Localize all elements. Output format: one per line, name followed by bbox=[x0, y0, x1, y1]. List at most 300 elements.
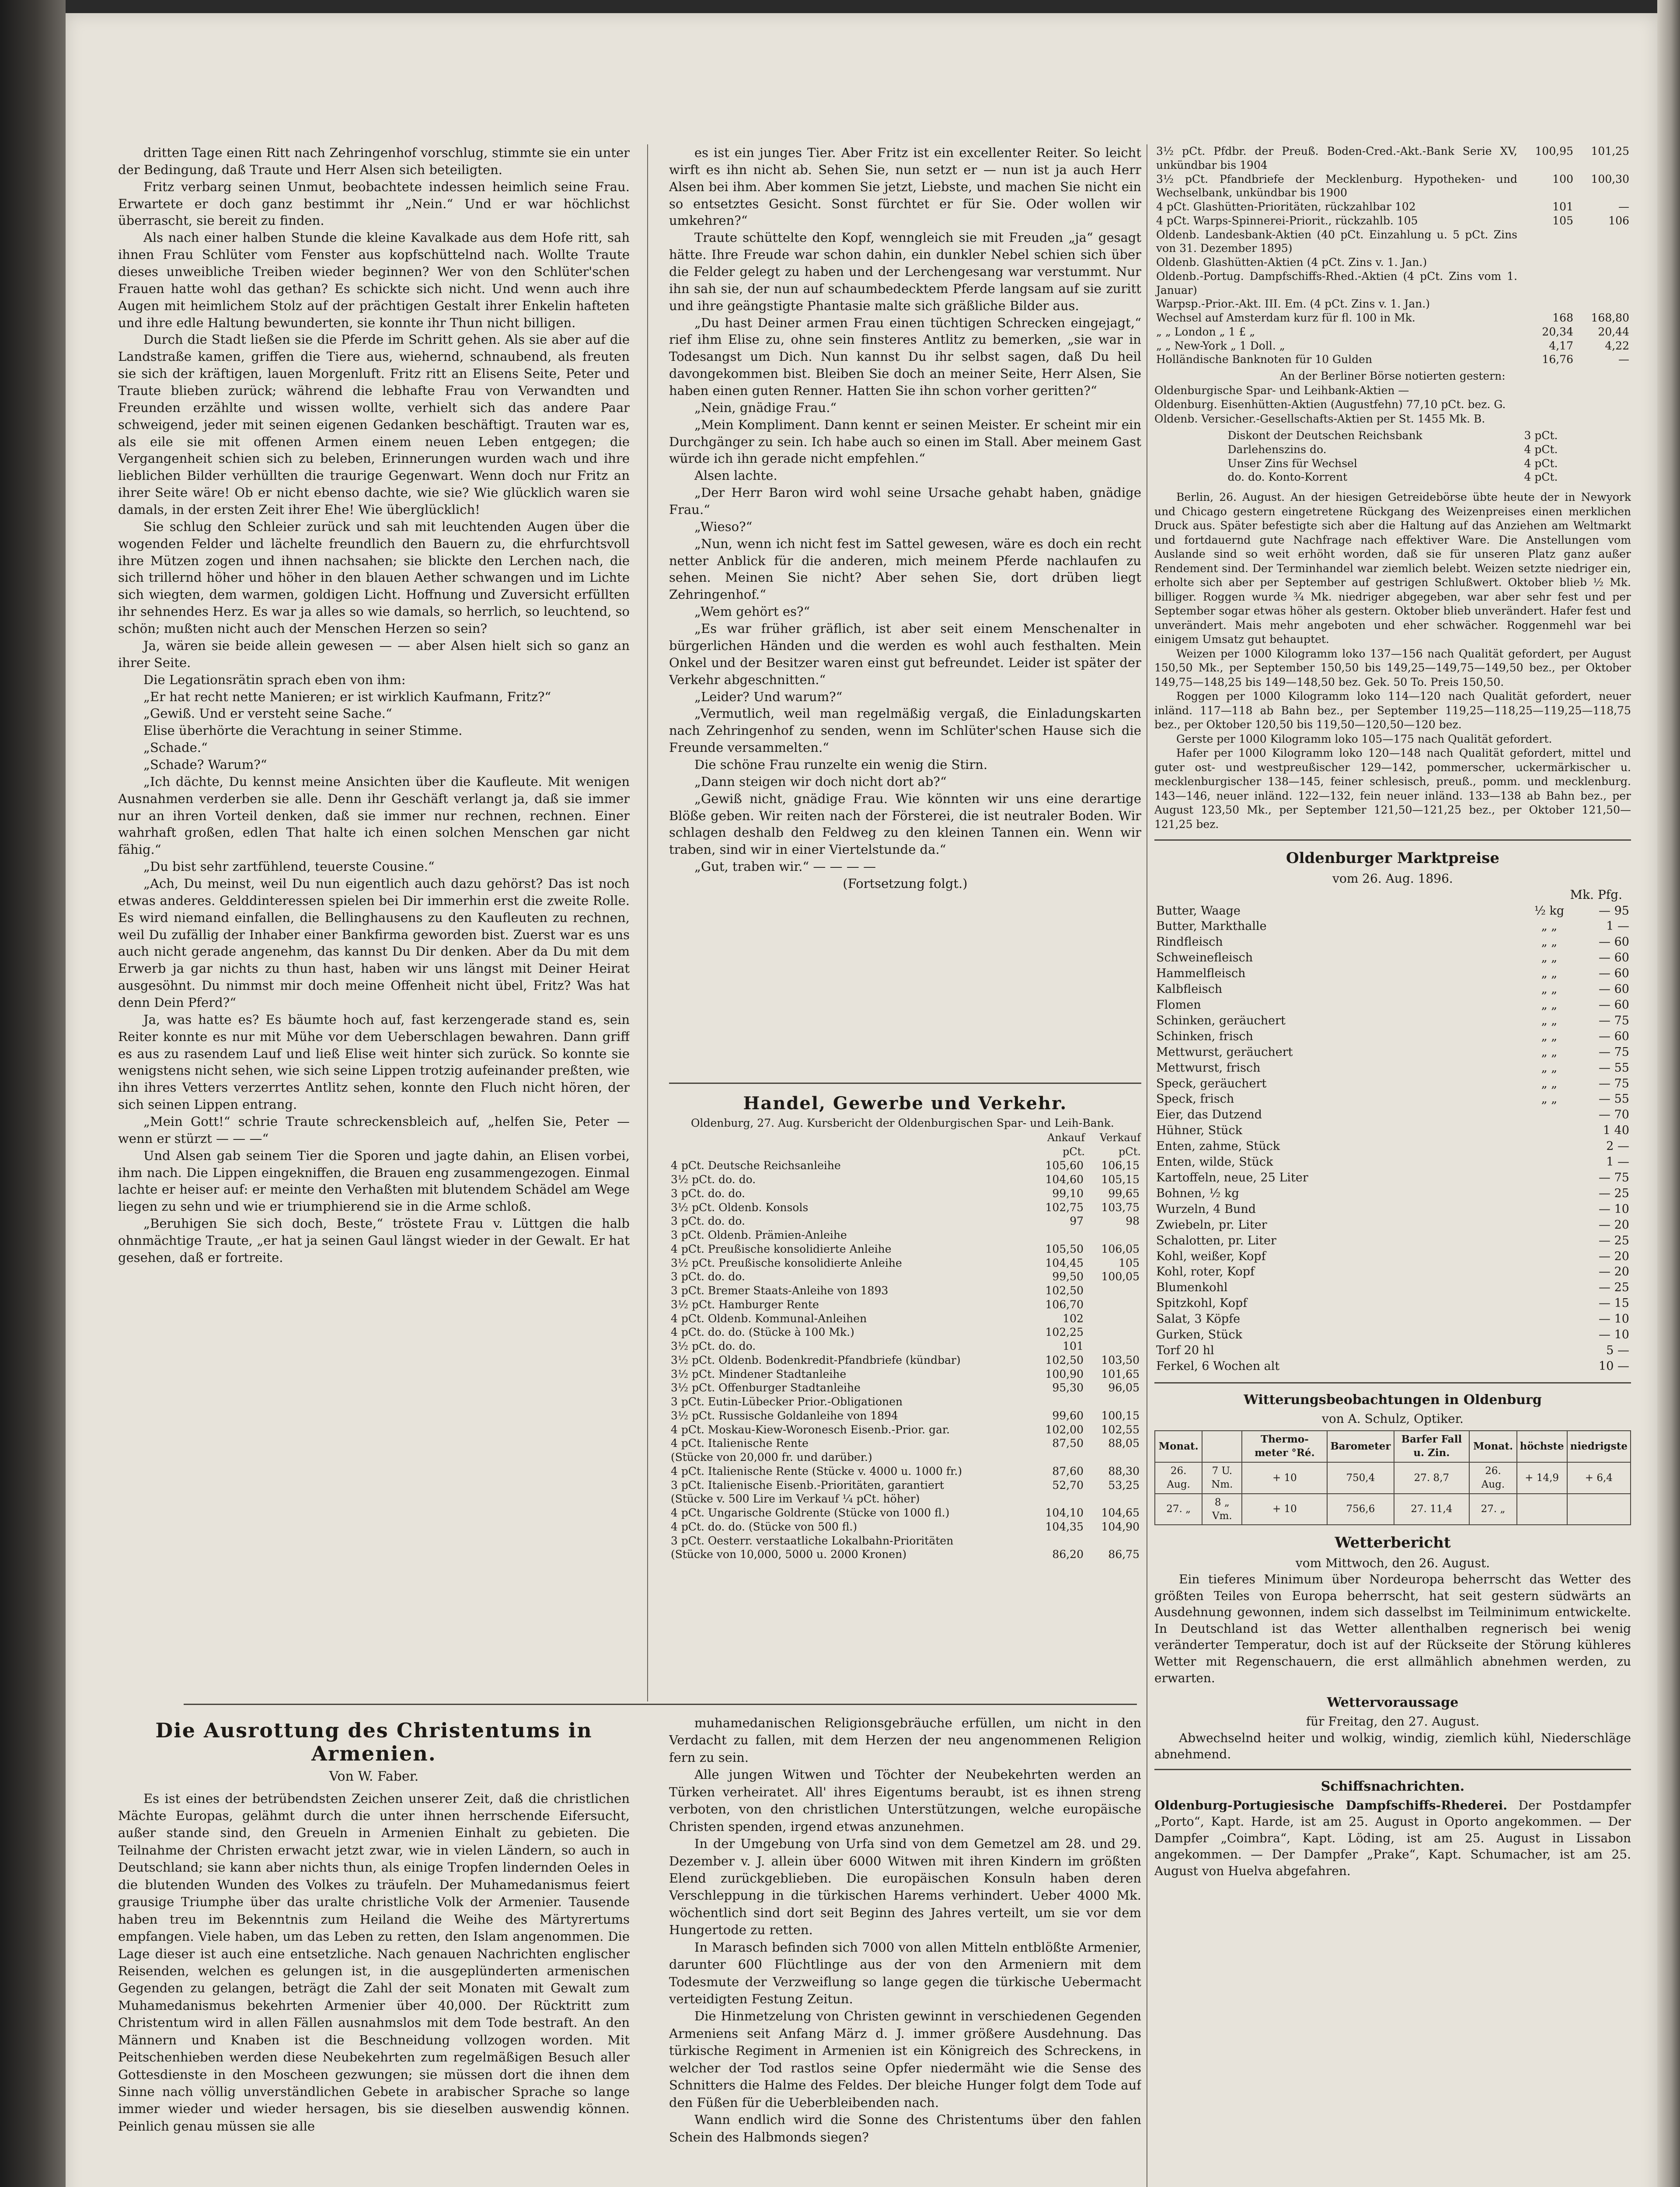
trade-top-rule bbox=[669, 1083, 1141, 1084]
paragraph: „Gewiß. Und er versteht seine Sache.“ bbox=[143, 706, 392, 721]
row-label: 4 pCt. Warps-Spinnerei-Priorit., rückzahlb. 105 bbox=[1156, 214, 1418, 227]
row-value bbox=[1517, 1494, 1567, 1525]
row-label: 4 pCt. do. do. (Stücke à 100 Mk.) bbox=[671, 1326, 854, 1339]
table-row bbox=[1154, 214, 1631, 228]
row-value bbox=[1523, 1123, 1575, 1139]
paragraph: Gerste per 1000 Kilogramm loko 105—175 nach Qualität gefordert. bbox=[1176, 732, 1552, 745]
row-value bbox=[1523, 1359, 1575, 1374]
row-value: 104,90 bbox=[1101, 1520, 1140, 1533]
row-value bbox=[1519, 297, 1575, 311]
row-value: 103,75 bbox=[1101, 1201, 1140, 1214]
table-row bbox=[1154, 269, 1631, 297]
row-value: 100,90 bbox=[1045, 1367, 1084, 1380]
row-value: 104,10 bbox=[1045, 1506, 1084, 1520]
ships-rule bbox=[1154, 1769, 1631, 1770]
row-value: 100,30 bbox=[1591, 172, 1629, 185]
row-value: 4,22 bbox=[1605, 339, 1629, 352]
paragraph: Es ist eines der betrübendsten Zeichen unserer Zeit, daß die christlichen Mächte Europas, gelähmt durch die unter ihnen herrschende Eifersucht, außer stande sind, den Greueln in Armenien Einhalt zu gebieten. Die Teilnahme der Christen erwacht jetzt zwar, wie in vielen Ländern, so auch in Deutschland; sie kann aber nichts thun, als einige Tropfen lindernden Oeles in die blutenden Wunden des Volkes zu träufeln. Der Muhamedanismus feiert grausige Triumphe über das uralte christliche Volk der Armenier. Tausende haben treu im Bekenntnis zum Heiland die Weihe des Märtyrertums empfangen. Viele haben, um das Leben zu retten, den Islam angenommen. Die Lage dieser ist auch eine entsetzliche. Nach genauen Nachrichten englischer Reisenden, welchen es gelungen ist, in die ausgeplünderten armenischen Gegenden zu gelangen, beträgt die Zahl der seit Monaten mit Gewalt zum Muhamedanismus bekehrten Armenier über 40,000. Der Rücktritt zum Christentum wird in allen Fällen ausnahmslos mit dem Tode bestraft. An den Männern und Knaben ist die Beschneidung vollzogen worden. Mit Peitschenhieben werden diese Neubekehrten zum regelmäßigen Besuch aller Gottesdienste in den Moscheen gezwungen; sie müssen dort die ihnen dem Sinne nach völlig unverständlichen Gebete in arabischer Sprache so lange immer wieder und wieder hersagen, bis sie dieselben auswendig können. Peinlich genau müssen sie alle bbox=[118, 1791, 630, 2134]
berlin-line: Oldenburgische Spar- und Leihbank-Aktien — bbox=[1154, 384, 1409, 397]
table-row bbox=[669, 1492, 1141, 1506]
row-value: ½ kg bbox=[1534, 904, 1565, 918]
row-label: Torf 20 hl bbox=[1156, 1343, 1214, 1357]
row-label: Zwiebeln, pr. Liter bbox=[1156, 1218, 1267, 1232]
table-row bbox=[1154, 1154, 1631, 1170]
table-row bbox=[1154, 934, 1631, 950]
row-value bbox=[1085, 1395, 1141, 1409]
row-label: 3½ pCt. Offenburger Stadtanleihe bbox=[671, 1381, 861, 1394]
row-value: „ „ bbox=[1541, 951, 1558, 965]
table-row bbox=[1154, 919, 1631, 934]
row-label: 4 pCt. Deutsche Reichsanleihe bbox=[671, 1159, 841, 1172]
row-value: 101,25 bbox=[1591, 145, 1629, 157]
row-value bbox=[1085, 1325, 1141, 1339]
row-label: 4 pCt. Italienische Rente bbox=[671, 1437, 809, 1450]
row-value: + 6,4 bbox=[1567, 1462, 1631, 1494]
row-value: 96,05 bbox=[1108, 1381, 1140, 1394]
column-divider-1 bbox=[647, 144, 648, 1701]
forecast-text: Ein tieferes Minimum über Nordeuropa beherrscht das Wetter des größten Teiles von Europa beherrscht, hat seit gestern südwärts an Ausdehnung gewonnen, indem sich dasselbst im Teilminimum entwickelte. In Deutschland ist das Wetter allenthalben regnerisch bei wenig veränderter Temperatur, doch ist auf der Rückseite der Störung kühleres Wetter mit Regenschauern, die erst allmählich abnehmen werden, zu erwarten. bbox=[1154, 1572, 1631, 1685]
row-value: + 10 bbox=[1242, 1462, 1327, 1494]
trade-section bbox=[669, 1089, 1141, 1701]
table-row bbox=[669, 1325, 1141, 1339]
row-value: — 20 bbox=[1599, 1218, 1629, 1232]
ships-title: Schiffsnachrichten. bbox=[1321, 1778, 1465, 1794]
table-row bbox=[1154, 1327, 1631, 1343]
row-label: Diskont der Deutschen Reichsbank bbox=[1227, 429, 1422, 442]
row-value bbox=[1523, 1296, 1575, 1311]
table-row bbox=[1154, 1045, 1631, 1060]
paragraph: „Schade.“ bbox=[143, 740, 208, 755]
paragraph: „Wieso?“ bbox=[694, 519, 753, 534]
row-label: Wechsel auf Amsterdam kurz für fl. 100 in Mk. bbox=[1156, 311, 1415, 324]
row-value bbox=[1029, 1492, 1085, 1506]
row-value bbox=[1567, 1494, 1631, 1525]
paragraph: „Mein Gott!“ schrie Traute schreckensbleich auf, „helfen Sie, Peter — wenn er stürzt — — —“ bbox=[118, 1114, 630, 1146]
table-row bbox=[1154, 297, 1631, 311]
row-value: 4 pCt. bbox=[1524, 457, 1558, 470]
row-value: — 60 bbox=[1599, 998, 1629, 1012]
row-label: Rindfleisch bbox=[1156, 935, 1223, 949]
row-value: 104,45 bbox=[1045, 1256, 1084, 1269]
row-value: 101,65 bbox=[1101, 1367, 1140, 1380]
row-value: — 75 bbox=[1599, 1170, 1629, 1184]
table-row bbox=[1154, 903, 1631, 919]
row-label: Kartoffeln, neue, 25 Liter bbox=[1156, 1170, 1308, 1184]
row-label: 3 pCt. Bremer Staats-Anleihe von 1893 bbox=[671, 1284, 889, 1297]
row-value: 105 bbox=[1552, 214, 1573, 227]
berlin-line: Oldenb. Versicher.-Gesellschafts-Aktien per St. 1455 Mk. B. bbox=[1154, 412, 1485, 425]
row-value: 27. 11,4 bbox=[1394, 1494, 1470, 1525]
row-label: Flomen bbox=[1156, 998, 1201, 1012]
row-label: Unser Zins für Wechsel bbox=[1227, 457, 1357, 470]
row-value bbox=[1523, 1186, 1575, 1202]
table-row bbox=[669, 1506, 1141, 1520]
paragraph: „Gut, traben wir.“ — — — — bbox=[694, 859, 876, 874]
row-label: Butter, Markthalle bbox=[1156, 919, 1267, 933]
paragraph: „Ich dächte, Du kennst meine Ansichten über die Kaufleute. Mit wenigen Ausnahmen verderben sie alle. Denn ihr Geschäft verlangt ja, daß sie immer nur an ihren Vorteil denken, daß sie immer nur rechnen, rechnen. Einer wahrhaft großen, edlen That halte ich einen solchen Menschen gar nicht fähig.“ bbox=[118, 774, 630, 857]
table-row bbox=[1154, 1029, 1631, 1045]
row-value: 86,20 bbox=[1052, 1548, 1084, 1561]
paragraph: „Es war früher gräflich, ist aber seit einem Menschenalter in bürgerlichen Händen und die werden es wohl auch festhalten. Mein Onkel und der Besitzer waren einst gut befreundet. Leider ist später der Verkehr abgeschnitten.“ bbox=[669, 621, 1141, 687]
row-value: — 10 bbox=[1599, 1202, 1629, 1216]
row-value: 100,95 bbox=[1535, 145, 1573, 157]
table-row bbox=[1155, 1494, 1631, 1525]
table-row bbox=[1154, 1139, 1631, 1154]
row-value: 756,6 bbox=[1327, 1494, 1394, 1525]
row-value: „ „ bbox=[1541, 1029, 1558, 1043]
row-label: Butter, Waage bbox=[1156, 904, 1241, 918]
row-label: Darlehenszins do. bbox=[1227, 443, 1327, 456]
row-label: 3½ pCt. Oldenb. Konsols bbox=[671, 1201, 809, 1214]
row-value: 168,80 bbox=[1591, 311, 1629, 324]
forecast-date: vom Mittwoch, den 26. August. bbox=[1295, 1555, 1490, 1570]
table-row bbox=[1226, 429, 1560, 443]
row-value: 100,05 bbox=[1101, 1270, 1140, 1283]
berlin-head: An der Berliner Börse notierten gestern: bbox=[1280, 370, 1506, 382]
table-row bbox=[1154, 1343, 1631, 1359]
paragraph: „Nun, wenn ich nicht fest im Sattel gewesen, wäre es doch ein recht netter Anblick für die anderen, mich meinem Pferde nachlaufen zu sehen. Meinen Sie nicht? Aber sehen Sie, dort drüben liegt Zehringenhof.“ bbox=[669, 536, 1141, 602]
paragraph: Sie schlug den Schleier zurück und sah mit leuchtenden Augen über die wogenden Felder und lächelte freundlich den Bauern zu, die ehrfurchtsvoll ihre Mützen zogen und ihnen nachsahen; sie blickte den Lerchen nach, die sich trillernd höher und höher in den blauen Aether schwangen und im Lichte sich wiegten, dem warmen, goldigen Licht. Hoffnung und Zuversicht erfüllten ihr sehnendes Herz. Es war ja alles so wie damals, so herrlich, so leuchtend, so schön; mußten nicht auch der Menschen Herzen so sein? bbox=[118, 519, 630, 636]
row-value bbox=[1523, 1139, 1575, 1154]
row-value: 99,65 bbox=[1108, 1187, 1140, 1200]
paragraph: In Marasch befinden sich 7000 von allen Mitteln entblößte Armenier, darunter 600 Flüchtlinge aus der von den Armeniern mit dem Todesmute der Verzweiflung so lange gegen die türkische Uebermacht verteidigten Festung Zeitun. bbox=[669, 1939, 1141, 2006]
row-label: „ „ London „ 1 £ „ bbox=[1156, 325, 1255, 338]
row-label: 4 pCt. Preußische konsolidierte Anleihe bbox=[671, 1242, 892, 1255]
paragraph: „Schade? Warum?“ bbox=[143, 757, 267, 772]
row-label: Speck, geräuchert bbox=[1156, 1076, 1267, 1090]
row-label: (Stücke v. 500 Lire im Verkauf ¼ pCt. höher) bbox=[671, 1492, 920, 1506]
row-value: 97 bbox=[1070, 1215, 1084, 1228]
paragraph: Die Legationsrätin sprach eben von ihm: bbox=[143, 672, 406, 687]
row-label: Schinken, geräuchert bbox=[1156, 1013, 1286, 1027]
col-ankauf: Ankauf bbox=[1047, 1131, 1085, 1144]
weather-rule bbox=[1154, 1382, 1631, 1383]
row-label: (Stücke von 10,000, 5000 u. 2000 Kronen) bbox=[671, 1548, 907, 1561]
table-row bbox=[1154, 1076, 1631, 1092]
row-value bbox=[1523, 1202, 1575, 1217]
table-row bbox=[669, 1534, 1141, 1548]
weather-table bbox=[1154, 1430, 1631, 1525]
row-value: 106 bbox=[1608, 214, 1629, 227]
row-value: + 14,9 bbox=[1517, 1462, 1567, 1494]
row-value: 95,30 bbox=[1052, 1381, 1084, 1394]
row-value bbox=[1085, 1534, 1141, 1548]
row-label: Eier, das Dutzend bbox=[1156, 1108, 1262, 1122]
serial-column bbox=[118, 144, 630, 1697]
row-value bbox=[1523, 1311, 1575, 1327]
row-label: 4 pCt. Italienische Rente (Stücke v. 4000 u. 1000 fr.) bbox=[671, 1464, 962, 1478]
trade-intro: Oldenburg, 27. Aug. Kursbericht der Oldenburgischen Spar- und Leih-Bank. bbox=[691, 1117, 1114, 1129]
row-label: 3½ pCt. Pfdbr. der Preuß. Boden-Cred.-Akt.-Bank Serie XV, unkündbar bis 1904 bbox=[1156, 145, 1517, 171]
table-row bbox=[1154, 1233, 1631, 1249]
row-label: Holländische Banknoten für 10 Gulden bbox=[1156, 353, 1373, 366]
row-label: 27. „ bbox=[1155, 1494, 1202, 1525]
table-row bbox=[669, 1464, 1141, 1478]
table-row bbox=[1154, 1249, 1631, 1265]
row-value: 106,70 bbox=[1045, 1298, 1084, 1311]
row-value: 102,55 bbox=[1101, 1423, 1140, 1436]
paragraph: Alle jungen Witwen und Töchter der Neubekehrten werden an Türken verheiratet. All' ihres Eigentums beraubt, ist es ihnen streng verboten, von den christlichen Unterstützungen, welche europäische Christen spenden, irgend etwas anzunehmen. bbox=[669, 1767, 1141, 1834]
paragraph: „Du hast Deiner armen Frau einen tüchtigen Schrecken eingejagt,“ rief ihm Elise zu, ohne sein finsteres Antlitz zu bemerken, „sie war in Todesangst um Dich. Nun kannst Du ihr selbst sagen, daß Du heil davongekommen bist. Bleiben Sie doch an meiner Seite, Herr Alsen, Sie haben einen guten Renner. Hatten Sie ihn schon vorher geritten?“ bbox=[669, 315, 1141, 398]
table-row bbox=[669, 1520, 1141, 1534]
paragraph: Alsen lachte. bbox=[694, 468, 777, 483]
ships-sub: Oldenburg-Portugiesische Dampfschiffs-Rhederei. bbox=[1154, 1798, 1508, 1813]
row-value: 99,10 bbox=[1052, 1187, 1084, 1200]
row-label: 4 pCt. Oldenb. Kommunal-Anleihen bbox=[671, 1312, 867, 1325]
row-value: 102,50 bbox=[1045, 1284, 1084, 1297]
book-binding-shadow bbox=[0, 0, 66, 2187]
table-row bbox=[669, 1395, 1141, 1409]
row-label: 3½ pCt. Pfandbriefe der Mecklenburg. Hypotheken- und Wechselbank, unkündbar bis 1900 bbox=[1156, 172, 1517, 199]
row-value: 104,65 bbox=[1101, 1506, 1140, 1520]
row-value: 1 40 bbox=[1603, 1124, 1629, 1138]
paragraph: Ja, was hatte es? Es bäumte hoch auf, fast kerzengerade stand es, sein Reiter konnte es nur mit Mühe vor dem Ueberschlagen bewahren. Dann griff es aus zu rasendem Lauf und ließ Elise weit hinter sich zurück. So konnte sie wenigstens nicht sehen, wie sich seine Lippen trotzig aufeinander preßten, wie ihn ihres Vetters verzerrtes Antlitz sehen, konnte den Fluch nicht hören, der sich seinen Lippen entrang. bbox=[118, 1012, 630, 1112]
row-label: 3 pCt. do. do. bbox=[671, 1270, 745, 1283]
row-label: 3 pCt. Eutin-Lübecker Prior.-Obligationen bbox=[671, 1395, 903, 1408]
row-label: Wurzeln, 4 Bund bbox=[1156, 1202, 1256, 1216]
forecast2-date: für Freitag, den 27. August. bbox=[1306, 1714, 1480, 1729]
table-row bbox=[1154, 1107, 1631, 1123]
table-row bbox=[669, 1187, 1141, 1201]
row-value: — 75 bbox=[1599, 1076, 1629, 1090]
row-value bbox=[1523, 1280, 1575, 1296]
row-label: 3 pCt. Italienische Eisenb.-Prioritäten, garantiert bbox=[671, 1478, 944, 1492]
row-label: Kohl, roter, Kopf bbox=[1156, 1265, 1255, 1279]
forecast2-text: Abwechselnd heiter und wolkig, windig, ziemlich kühl, Niederschläge abnehmend. bbox=[1154, 1730, 1631, 1762]
paragraph: „Dann steigen wir doch nicht dort ab?“ bbox=[694, 774, 947, 789]
col-verkauf: Verkauf bbox=[1100, 1131, 1141, 1144]
article-author: Von W. Faber. bbox=[329, 1768, 419, 1784]
row-value: „ „ bbox=[1541, 982, 1558, 996]
forecast2-title: Wettervoraussage bbox=[1327, 1695, 1459, 1711]
row-value: — 60 bbox=[1599, 951, 1629, 965]
row-label: 3 pCt. do. do. bbox=[671, 1187, 745, 1200]
row-label: „ „ New-York „ 1 Doll. „ bbox=[1156, 339, 1285, 352]
row-value bbox=[1575, 269, 1631, 297]
row-value: 7 U. Nm. bbox=[1202, 1462, 1242, 1494]
row-value: 16,76 bbox=[1542, 353, 1573, 366]
ships-text bbox=[1154, 1797, 1631, 1880]
row-label: Kohl, weißer, Kopf bbox=[1156, 1249, 1266, 1263]
table-row bbox=[1154, 1170, 1631, 1186]
row-label: Hühner, Stück bbox=[1156, 1124, 1243, 1138]
row-value bbox=[1085, 1339, 1141, 1353]
row-value: — 15 bbox=[1599, 1296, 1629, 1310]
paragraph: muhamedanischen Religionsgebräuche erfüllen, um nicht in den Verdacht zu fallen, mit dem Herzen der neu angenommenen Religion fern zu sein. bbox=[669, 1715, 1141, 1765]
table-row bbox=[1154, 950, 1631, 966]
row-value: 2 — bbox=[1606, 1139, 1629, 1153]
row-label: 3 pCt. Oldenb. Prämien-Anleihe bbox=[671, 1229, 847, 1242]
row-value bbox=[1029, 1534, 1085, 1548]
row-value: 99,60 bbox=[1052, 1409, 1084, 1422]
paragraph: „Beruhigen Sie sich doch, Beste,“ tröstete Frau v. Lüttgen die halb ohnmächtige Traute, „er hat ja seinen Gaul längst wieder in der Gewalt. Er hat gesehen, daß er fortreite. bbox=[118, 1216, 630, 1265]
row-label: Spitzkohl, Kopf bbox=[1156, 1296, 1248, 1310]
table-row bbox=[669, 1381, 1141, 1395]
table-row bbox=[669, 1228, 1141, 1242]
paragraph: dritten Tage einen Ritt nach Zehringenhof vorschlug, stimmte sie ein unter der Bedingung, daß Traute und Herr Alsen sich beteiligten. bbox=[118, 145, 630, 177]
row-label: 4 pCt. Glashütten-Prioritäten, rückzahlbar 102 bbox=[1156, 200, 1416, 213]
table-row bbox=[669, 1256, 1141, 1270]
paragraph: Traute schüttelte den Kopf, wenngleich sie mit Freuden „ja“ gesagt hätte. Ihre Freude war schon dahin, ein dunkler Nebel schien sich über die Felder gelegt zu haben und der Lerchengesang war verstummt. Nur ihn sah sie, der nun auf schaumbedecktem Pferde langsam auf sie zuritt und ihre geängstigte Phantasie malte sich gräßliche Bilder aus. bbox=[669, 230, 1141, 313]
paragraph: „Nein, gnädige Frau.“ bbox=[694, 400, 837, 415]
row-value: 4 pCt. bbox=[1524, 443, 1558, 456]
row-value: 20,34 bbox=[1542, 325, 1573, 338]
securities-table bbox=[1154, 144, 1631, 367]
paragraph: Die Hinmetzelung von Christen gewinnt in verschiedenen Gegenden Armeniens seit Anfang März d. J. immer größere Ausdehnung. Das türkische Regiment in Armenien ist ein Königreich des Schreckens, in welcher der Tod rastlos seine Opfer niedermäht wie die Sense des Schnitters die Halme des Feldes. Der bleiche Hunger folgt dem Tode auf den Füßen für die Ueberbleibenden nach. bbox=[669, 2009, 1141, 2110]
row-value: — 60 bbox=[1599, 935, 1629, 949]
table-row bbox=[1154, 339, 1631, 353]
row-value: — bbox=[1618, 353, 1629, 366]
unit-verkauf: pCt. bbox=[1119, 1145, 1141, 1158]
row-value bbox=[1085, 1450, 1141, 1464]
paragraph: Elise überhörte die Verachtung in seiner Stimme. bbox=[143, 723, 463, 738]
market-date: vom 26. Aug. 1896. bbox=[1332, 871, 1453, 886]
row-value: „ „ bbox=[1541, 1061, 1558, 1075]
weather-header bbox=[1202, 1431, 1242, 1462]
table-row bbox=[669, 1436, 1141, 1450]
paragraph: „Gewiß nicht, gnädige Frau. Wie könnten wir uns eine derartige Blöße geben. Wir reiten nach der Försterei, die ist neutraler Boden. Wir schlagen deshalb den Feldweg zu den kleinen Tannen ein. Wenn wir traben, sind wir in einer Viertelstunde da.“ bbox=[669, 791, 1141, 857]
row-label: Hammelfleisch bbox=[1156, 967, 1246, 981]
row-value bbox=[1029, 1395, 1085, 1409]
row-value: „ „ bbox=[1541, 919, 1558, 933]
table-row bbox=[1155, 1462, 1631, 1494]
row-value bbox=[1085, 1284, 1141, 1298]
paragraph: Als nach einer halben Stunde die kleine Kavalkade aus dem Hofe ritt, sah ihnen Frau Schlüter vom Fenster aus kopfschüttelnd nach. Wollte Traute dieses unweibliche Treiben wieder beginnen? Wer von den Schlüter'schen Frauen hatte wohl das gethan? Es schickte sich nicht. Und wenn auch ihre Augen mit heimlichem Stolz auf der prächtigen Gestalt ihrer Enkelin hafteten und ihre edle Haltung bewunderten, sie konnte ihr Thun nicht billigen. bbox=[118, 230, 630, 330]
row-label: 4 pCt. Ungarische Goldrente (Stücke von 1000 fl.) bbox=[671, 1506, 950, 1520]
weather-header: Thermo-meter °Ré. bbox=[1242, 1431, 1327, 1462]
row-value: 26. Aug. bbox=[1469, 1462, 1516, 1494]
quotes-table bbox=[669, 1131, 1141, 1562]
serial-column-continued bbox=[669, 144, 1141, 1076]
row-value: 100,15 bbox=[1101, 1409, 1140, 1422]
row-value bbox=[1523, 1170, 1575, 1186]
row-value: 10 — bbox=[1599, 1359, 1629, 1373]
table-row bbox=[669, 1242, 1141, 1256]
weather-header: Barometer bbox=[1327, 1431, 1394, 1462]
row-value: 3 pCt. bbox=[1524, 429, 1558, 442]
row-label: Enten, wilde, Stück bbox=[1156, 1155, 1273, 1169]
row-value: 104,60 bbox=[1045, 1173, 1084, 1186]
table-row bbox=[669, 1423, 1141, 1437]
row-value bbox=[1523, 1327, 1575, 1343]
row-value bbox=[1085, 1312, 1141, 1326]
row-value: 101 bbox=[1552, 200, 1573, 213]
table-row bbox=[1154, 1311, 1631, 1327]
row-value: 106,05 bbox=[1101, 1242, 1140, 1255]
row-label: 3½ pCt. do. do. bbox=[671, 1173, 756, 1186]
row-value bbox=[1523, 1107, 1575, 1123]
row-value: — 70 bbox=[1599, 1108, 1629, 1122]
table-row bbox=[669, 1312, 1141, 1326]
row-value: 87,50 bbox=[1052, 1437, 1084, 1450]
row-value: 4,17 bbox=[1549, 339, 1573, 352]
row-value: — bbox=[1618, 200, 1629, 213]
row-value: 102,50 bbox=[1045, 1353, 1084, 1366]
row-value: „ „ bbox=[1541, 1045, 1558, 1059]
row-value: — 20 bbox=[1599, 1265, 1629, 1279]
row-label: Warpsp.-Prior.-Akt. III. Em. (4 pCt. Zins v. 1. Jan.) bbox=[1156, 297, 1430, 311]
table-row bbox=[669, 1548, 1141, 1562]
row-value: 1 — bbox=[1606, 919, 1629, 933]
article-column-1 bbox=[118, 1715, 630, 2187]
row-value bbox=[1085, 1298, 1141, 1312]
row-label: Schinken, frisch bbox=[1156, 1029, 1253, 1043]
row-value: — 60 bbox=[1599, 982, 1629, 996]
row-value: „ „ bbox=[1541, 1092, 1558, 1106]
row-value: 88,05 bbox=[1108, 1437, 1140, 1450]
table-row bbox=[1154, 353, 1631, 367]
table-row bbox=[1154, 200, 1631, 214]
row-value bbox=[1029, 1228, 1085, 1242]
table-row bbox=[669, 1367, 1141, 1381]
row-label: Mettwurst, frisch bbox=[1156, 1061, 1261, 1075]
table-row bbox=[669, 1353, 1141, 1367]
paragraph: „Leider? Und warum?“ bbox=[694, 689, 843, 704]
row-value bbox=[1519, 228, 1575, 256]
row-label: 3½ pCt. Mindener Stadtanleihe bbox=[671, 1367, 847, 1380]
row-label: Oldenb.-Portug. Dampfschiffs-Rhed.-Aktien (4 pCt. Zins vom 1. Januar) bbox=[1156, 269, 1517, 297]
continued-note: (Fortsetzung folgt.) bbox=[843, 876, 968, 891]
row-value: 27. 8,7 bbox=[1394, 1462, 1470, 1494]
row-label: 3½ pCt. Hamburger Rente bbox=[671, 1298, 819, 1311]
paragraph: „Vermutlich, weil man regelmäßig vergaß, die Einladungskarten nach Zehringenhof zu senden, wenn im Schlüter'schen Hause sich die Freunde versammelten.“ bbox=[669, 706, 1141, 755]
paragraph: Berlin, 26. August. An der hiesigen Getreidebörse übte heute der in Newyork und Chicago gestern eingetretene Rückgang des Weizenpreises einen merklichen Druck aus. Später befestigte sich aber die Haltung auf das Anziehen am Weltmarkt und fortdauernd gute Nachfrage nach effektiver Ware. Die Anstellungen vom Auslande sind so weit erhöht worden, daß sie für unseren Platz ganz außer Rendement sind. Der Terminhandel war ziemlich belebt. Weizen setzte niedriger ein, erholte sich aber per September auf gestrigen Schlußwert. Oktober blieb ½ Mk. billiger. Roggen wurde ¾ Mk. niedriger abgegeben, war aber sehr fest und per September sogar etwas höher als gestern. Oktober blieb unverändert. Hafer fest und unverändert. Mais mehr angeboten und eher schwächer. Roggenmehl war bei einigem Umsatz gut behauptet. bbox=[1154, 491, 1631, 646]
paragraph: Die schöne Frau runzelte ein wenig die Stirn. bbox=[694, 757, 988, 772]
row-value: 102,25 bbox=[1045, 1326, 1084, 1339]
table-row bbox=[1154, 144, 1631, 172]
weather-header: Barfer Fall u. Zin. bbox=[1394, 1431, 1470, 1462]
market-unit-head: Mk. Pfg. bbox=[1570, 887, 1622, 902]
row-value: — 55 bbox=[1599, 1061, 1629, 1075]
row-value: 8 „ Vm. bbox=[1202, 1494, 1242, 1525]
row-label: Oldenb. Glashütten-Aktien (4 pCt. Zins v. 1. Jan.) bbox=[1156, 256, 1427, 269]
article-top-rule bbox=[184, 1704, 1137, 1705]
row-value: — 55 bbox=[1599, 1092, 1629, 1106]
row-value bbox=[1575, 255, 1631, 269]
table-row bbox=[669, 1214, 1141, 1228]
table-row bbox=[669, 1409, 1141, 1423]
row-value: „ „ bbox=[1541, 998, 1558, 1012]
weather-header: Monat. bbox=[1155, 1431, 1202, 1462]
row-value: „ „ bbox=[1541, 1013, 1558, 1027]
paragraph: Hafer per 1000 Kilogramm loko 120—148 nach Qualität gefordert, mittel und guter ost- und westpreußischer 129—142, pommerscher, uckermärkischer u. mecklenburgischer 138—145, feiner schlesisch, preuß., pomm. und mecklenburg. 143—146, neuer inländ. 122—132, fein neuer inländ. 133—138 ab Bahn bez., per August 123,50 Mk., per September 121,50—121,25 bez., per Oktober 121,50—121,25 bez. bbox=[1154, 747, 1631, 831]
row-label: 4 pCt. do. do. (Stücke von 500 fl.) bbox=[671, 1520, 857, 1533]
table-row bbox=[669, 1159, 1141, 1173]
weather-header: höchste bbox=[1517, 1431, 1567, 1462]
row-label: 3½ pCt. Russische Goldanleihe von 1894 bbox=[671, 1409, 898, 1422]
paragraph: „Mein Kompliment. Dann kennt er seinen Meister. Er scheint mir ein Durchgänger zu sein. Ich habe auch so einen im Stall. Aber meinem Gast würde ich ihn gerade nicht empfehlen.“ bbox=[669, 417, 1141, 466]
paragraph: Durch die Stadt ließen sie die Pferde im Schritt gehen. Als sie aber auf die Landstraße kamen, griffen die Tiere aus, wiehernd, schnaubend, als freuten sie sich der kräftigen, lauen Morgenluft. Fritz ritt an Elisens Seite, Peter und Traute blieben zurück; während die lebhafte Frau von Verwandten und Freunden erzählte und wissen wollte, verhielt sich das andere Paar schweigend, jeder mit seinen eigenen Gedanken beschäftigt. Trauten war es, als eile sie mit offenen Armen einem neuen Leben entgegen; die Vergangenheit schien sich zu beleben, Erinnerungen wurden wach und ihre lieblichen Bilder verhüllten die traurige Gegenwart. Wenn doch nur Fritz an ihrer Seite wäre! Ob er nicht ebenso dachte, wie sie? Wie glücklich waren sie damals, in der ersten Zeit ihrer Ehe! Wie überglücklich! bbox=[118, 332, 630, 517]
table-row bbox=[1154, 172, 1631, 200]
row-value: 4 pCt. bbox=[1524, 471, 1558, 484]
weather-title: Witterungsbeobachtungen in Oldenburg bbox=[1244, 1392, 1542, 1408]
paragraph: Fritz verbarg seinen Unmut, beobachtete indessen heimlich seine Frau. Erwartete er doch ganz bestimmt ihr „Nein.“ Und er war höchlichst überrascht, sie bereit zu finden. bbox=[118, 179, 630, 228]
table-row bbox=[1154, 1123, 1631, 1139]
market-rule bbox=[1154, 839, 1631, 841]
paragraph: Wann endlich wird die Sonne des Christentums über den fahlen Schein des Halbmonds siegen? bbox=[669, 2112, 1141, 2145]
row-value bbox=[1085, 1228, 1141, 1242]
berlin-line: Oldenburg. Eisenhütten-Aktien (Augustfehn) 77,10 pCt. bez. G. bbox=[1154, 398, 1506, 411]
table-row bbox=[669, 1450, 1141, 1464]
row-label: Kalbfleisch bbox=[1156, 982, 1223, 996]
row-value: 86,75 bbox=[1108, 1548, 1140, 1561]
row-value: 105,15 bbox=[1101, 1173, 1140, 1186]
row-value: — 10 bbox=[1599, 1328, 1629, 1342]
row-label: Bohnen, ½ kg bbox=[1156, 1186, 1239, 1200]
row-label: do. do. Konto-Korrent bbox=[1227, 471, 1348, 484]
row-value bbox=[1523, 1233, 1575, 1249]
paragraph: „Wem gehört es?“ bbox=[694, 604, 810, 619]
